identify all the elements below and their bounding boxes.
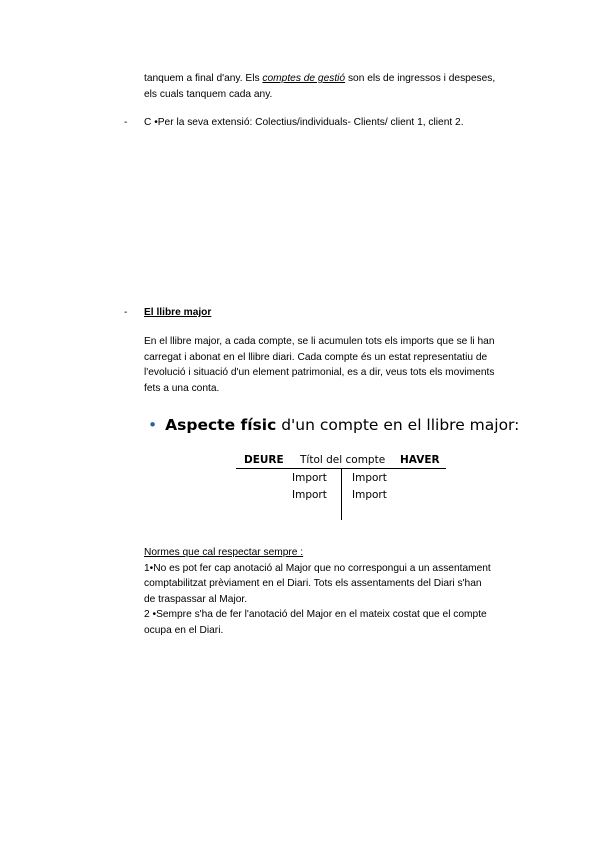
paragraph-line: carregat i abonat en el llibre diari. Cada compte és un estat representatiu de xyxy=(144,351,488,363)
norm-line: 1•No es pot fer cap anotació al Major que no correspongui a un assentament xyxy=(144,562,491,574)
deure-header: DEURE xyxy=(244,454,284,466)
account-title: Títol del compte xyxy=(300,454,386,466)
list-dash: - xyxy=(124,117,128,128)
norms-block xyxy=(144,545,491,638)
paragraph-line: fets a una conta. xyxy=(144,382,220,394)
section-title: El llibre major xyxy=(144,307,212,318)
list-dash: - xyxy=(124,307,128,318)
norms-title: Normes que cal respectar sempre : xyxy=(144,547,304,558)
norm-line: ocupa en el Diari. xyxy=(144,624,224,636)
bullet-icon: • xyxy=(148,416,158,434)
paragraph-line: En el llibre major, a cada compte, se li acumulen tots els imports que se li han xyxy=(144,336,495,347)
t-account-left-value: Import xyxy=(292,472,327,484)
norm-line: comptabilitzat prèviament en el Diari. Tots els assentaments del Diari s'han xyxy=(144,578,482,589)
paragraph-line: els cuals tanquem cada any. xyxy=(144,88,273,100)
comptes-de-gestio-term: comptes de gestió xyxy=(262,73,346,84)
t-account-right-value: Import xyxy=(352,472,387,484)
paragraph-comptes xyxy=(144,71,495,102)
norm-line: de traspassar al Major. xyxy=(144,593,248,605)
t-account-diagram xyxy=(236,452,446,522)
paragraph-line: l'evolució i situació d'un element patrimonial, es a dir, veus tots els moviments xyxy=(144,367,495,378)
aspect-heading: • Aspecte físic d'un compte en el llibre major: xyxy=(148,416,520,434)
t-account-vertical-line xyxy=(341,468,342,520)
t-account-right-value: Import xyxy=(352,489,387,501)
item-c-text: C •Per la seva extensió: Colectius/individuals- Clients/ client 1, client 2. xyxy=(144,117,464,128)
haver-header: HAVER xyxy=(400,454,440,466)
paragraph-line: tanquem a final d'any. Els comptes de gestió son els de ingressos i despeses, xyxy=(144,73,496,84)
t-account-left-value: Import xyxy=(292,489,327,501)
section-paragraph xyxy=(144,334,495,396)
norm-line: 2 •Sempre s'ha de fer l'anotació del Major en el mateix costat que el compte xyxy=(144,609,487,620)
